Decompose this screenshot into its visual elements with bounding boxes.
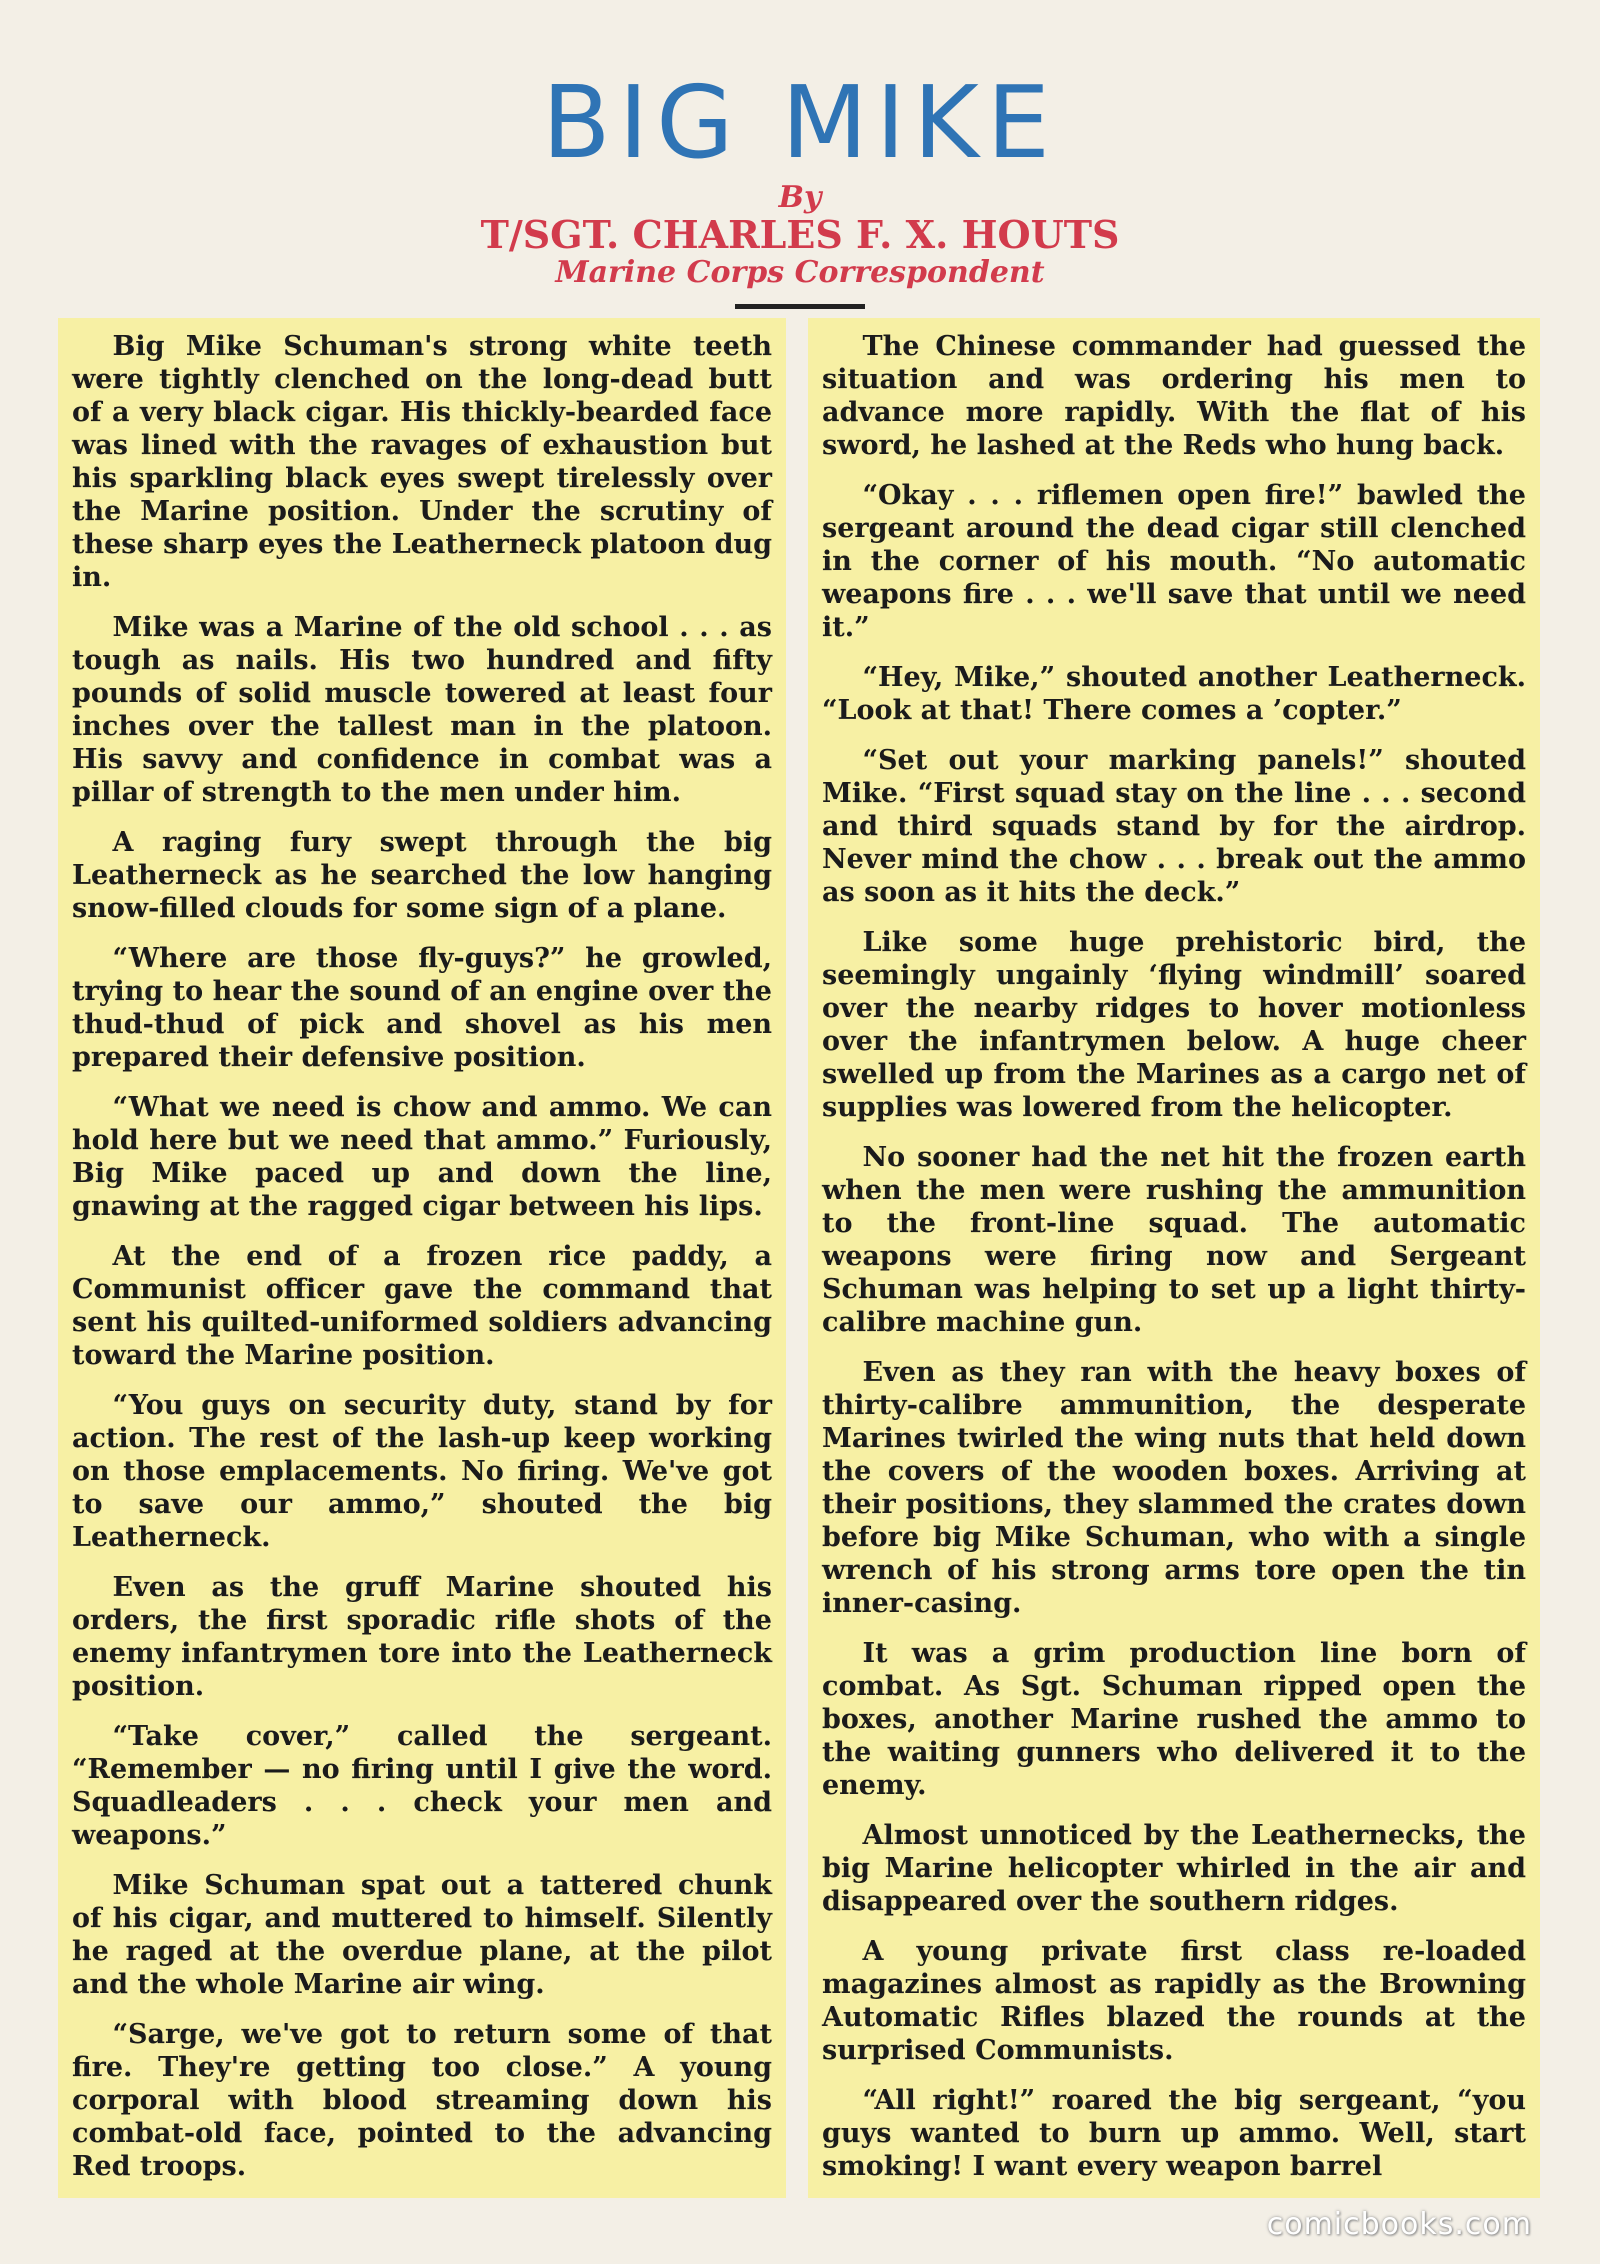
paragraph: “Take cover,” called the sergeant. “Remember — no firing until I give the word. Squadleaders . . . check your men and weapons.” — [72, 1721, 772, 1851]
author-role: Marine Corps Correspondent — [555, 254, 1045, 290]
paragraph: Even as they ran with the heavy boxes of thirty-calibre ammunition, the desperate Marines twirled the wing nuts that held down the covers of the wooden boxes. Arriving at their positions, they slammed the crates down before big Mike Schuman, who with a single wrench of his strong arms tore open the tin inner-casing. — [822, 1357, 1526, 1619]
paragraph: It was a grim production line born of combat. As Sgt. Schuman ripped open the boxes, another Marine rushed the ammo to the waiting gunners who delivered it to the enemy. — [822, 1638, 1526, 1801]
paragraph: The Chinese commander had guessed the situation and was ordering his men to advance more rapidly. With the flat of his sword, he lashed at the Reds who hung back. — [822, 331, 1526, 461]
paragraph: At the end of a frozen rice paddy, a Communist officer gave the command that sent his quilted-uniformed soldiers advancing toward the Marine position. — [72, 1241, 772, 1371]
paragraph: A young private first class re-loaded magazines almost as rapidly as the Browning Automatic Rifles blazed the rounds at the surprised Communists. — [822, 1936, 1526, 2066]
left-text-column — [58, 318, 786, 2198]
paragraph: “You guys on security duty, stand by for action. The rest of the lash-up keep working on those emplacements. No firing. We've got to save our ammo,” shouted the big Leatherneck. — [72, 1390, 772, 1553]
paragraph: “Hey, Mike,” shouted another Leatherneck. “Look at that! There comes a ’copter.” — [822, 662, 1526, 726]
story-title: BIG MIKE — [542, 64, 1058, 181]
paragraph: Even as the gruff Marine shouted his orders, the first sporadic rifle shots of the enemy infantrymen tore into the Leatherneck position. — [72, 1572, 772, 1702]
paragraph: Like some huge prehistoric bird, the seemingly ungainly ‘flying windmill’ soared over the nearby ridges to hover motionless over the infantrymen below. A huge cheer swelled up from the Marines as a cargo net of supplies was lowered from the helicopter. — [822, 927, 1526, 1123]
title-divider — [735, 304, 865, 309]
watermark: comicbooks.com — [1266, 2207, 1532, 2242]
paragraph: “Okay . . . riflemen open fire!” bawled the sergeant around the dead cigar still clenched in the corner of his mouth. “No automatic weapons fire . . . we'll save that until we need it.” — [822, 480, 1526, 643]
paragraph: “Sarge, we've got to return some of that fire. They're getting too close.” A young corporal with blood streaming down his combat-old face, pointed to the advancing Red troops. — [72, 2019, 772, 2182]
paragraph: “All right!” roared the big sergeant, “you guys wanted to burn up ammo. Well, start smoking! I want every weapon barrel — [822, 2085, 1526, 2182]
paragraph: Mike Schuman spat out a tattered chunk of his cigar, and muttered to himself. Silently he raged at the overdue plane, at the pilot and the whole Marine air wing. — [72, 1870, 772, 2000]
paragraph: A raging fury swept through the big Leatherneck as he searched the low hanging snow-filled clouds for some sign of a plane. — [72, 827, 772, 924]
byline-by: By — [778, 180, 822, 215]
author-name: T/SGT. CHARLES F. X. HOUTS — [480, 212, 1120, 257]
paragraph: No sooner had the net hit the frozen earth when the men were rushing the ammunition to the front-line squad. The automatic weapons were firing now and Sergeant Schuman was helping to set up a light thirty-calibre machine gun. — [822, 1142, 1526, 1338]
paragraph: Big Mike Schuman's strong white teeth were tightly clenched on the long-dead butt of a very black cigar. His thickly-bearded face was lined with the ravages of exhaustion but his sparkling black eyes swept tirelessly over the Marine position. Under the scrutiny of these sharp eyes the Leatherneck platoon dug in. — [72, 331, 772, 593]
right-text-column — [808, 318, 1540, 2198]
paragraph: Almost unnoticed by the Leathernecks, the big Marine helicopter whirled in the air and disappeared over the southern ridges. — [822, 1820, 1526, 1917]
paragraph: Mike was a Marine of the old school . . . as tough as nails. His two hundred and fifty pounds of solid muscle towered at least four inches over the tallest man in the platoon. His savvy and confidence in combat was a pillar of strength to the men under him. — [72, 612, 772, 808]
story-header — [0, 64, 1600, 309]
paragraph: “Where are those fly-guys?” he growled, trying to hear the sound of an engine over the thud-thud of pick and shovel as his men prepared their defensive position. — [72, 943, 772, 1073]
paragraph: “What we need is chow and ammo. We can hold here but we need that ammo.” Furiously, Big Mike paced up and down the line, gnawing at the ragged cigar between his lips. — [72, 1092, 772, 1222]
paragraph: “Set out your marking panels!” shouted Mike. “First squad stay on the line . . . second and third squads stand by for the airdrop. Never mind the chow . . . break out the ammo as soon as it hits the deck.” — [822, 745, 1526, 908]
